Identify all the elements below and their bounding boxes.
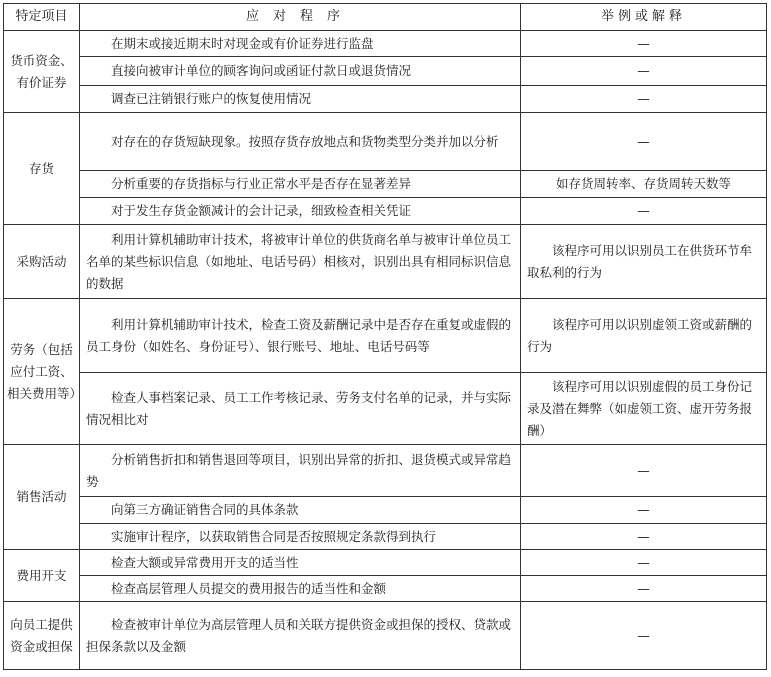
note-cell: — [521, 86, 767, 113]
procedure-cell: 向第三方确证销售合同的具体条款 [80, 497, 521, 524]
table-row [4, 497, 767, 524]
table-row [4, 550, 767, 576]
procedure-cell: 对于发生存货金额减计的会计记录，细致检查相关凭证 [80, 198, 521, 225]
item-cell: 向员工提供资金或担保 [4, 602, 80, 670]
note-cell: — [521, 31, 767, 57]
note-cell: — [521, 550, 767, 576]
table-row [4, 57, 767, 86]
note-cell: — [521, 497, 767, 524]
procedure-cell: 分析重要的存货指标与行业正常水平是否存在显著差异 [80, 171, 521, 198]
table-row [4, 373, 767, 445]
item-cell: 销售活动 [4, 445, 80, 550]
procedure-cell: 调查已注销银行账户的恢复使用情况 [80, 86, 521, 113]
table-row [4, 171, 767, 198]
table-row [4, 31, 767, 57]
procedure-cell: 利用计算机辅助审计技术，检查工资及薪酬记录中是否存在重复或虚假的员工身份（如姓名、身份证号）、银行账号、地址、电话号码等 [80, 299, 521, 373]
table-row [4, 113, 767, 171]
header-procedure: 应对程序 [80, 4, 521, 31]
table-row [4, 524, 767, 550]
item-cell: 货币资金、有价证券 [4, 31, 80, 113]
procedure-cell: 利用计算机辅助审计技术，将被审计单位的供货商名单与被审计单位员工名单的某些标识信息（如地址、电话号码）相核对，识别出具有相同标识信息的数据 [80, 225, 521, 299]
header-item: 特定项目 [4, 4, 80, 31]
table-row [4, 86, 767, 113]
table-row [4, 225, 767, 299]
note-cell: 该程序可用以识别员工在供货环节牟取私利的行为 [521, 225, 767, 299]
note-cell: 该程序可用以识别虚领工资或薪酬的行为 [521, 299, 767, 373]
procedure-cell: 检查高层管理人员提交的费用报告的适当性和金额 [80, 576, 521, 602]
note-cell: 如存货周转率、存货周转天数等 [521, 171, 767, 198]
item-cell: 存货 [4, 113, 80, 225]
note-cell: — [521, 113, 767, 171]
note-cell: 该程序可用以识别虚假的员工身份记录及潜在舞弊（如虚领工资、虚开劳务报酬） [521, 373, 767, 445]
note-cell: — [521, 576, 767, 602]
item-cell: 费用开支 [4, 550, 80, 602]
table-row [4, 445, 767, 497]
table-row [4, 198, 767, 225]
procedure-cell: 检查人事档案记录、员工工作考核记录、劳务支付名单的记录，并与实际情况相比对 [80, 373, 521, 445]
table-wrapper [3, 3, 767, 670]
procedure-cell: 在期末或接近期末时对现金或有价证券进行监盘 [80, 31, 521, 57]
note-cell: — [521, 57, 767, 86]
header-row [4, 4, 767, 31]
table-row [4, 602, 767, 670]
table-row [4, 299, 767, 373]
procedure-cell: 分析销售折扣和销售退回等项目，识别出异常的折扣、退货模式或异常趋势 [80, 445, 521, 497]
procedure-cell: 实施审计程序，以获取销售合同是否按照规定条款得到执行 [80, 524, 521, 550]
header-note: 举例或解释 [521, 4, 767, 31]
procedure-cell: 检查大额或异常费用开支的适当性 [80, 550, 521, 576]
note-cell: — [521, 524, 767, 550]
item-cell: 劳务（包括应付工资、相关费用等） [4, 299, 80, 445]
procedure-cell: 对存在的存货短缺现象。按照存货存放地点和货物类型分类并加以分析 [80, 113, 521, 171]
procedure-cell: 检查被审计单位为高层管理人员和关联方提供资金或担保的授权、贷款或担保条款以及金额 [80, 602, 521, 670]
procedure-cell: 直接向被审计单位的顾客询问或函证付款日或退货情况 [80, 57, 521, 86]
note-cell: — [521, 198, 767, 225]
fraud-response-table [3, 3, 767, 670]
note-cell: — [521, 602, 767, 670]
note-cell: — [521, 445, 767, 497]
item-cell: 采购活动 [4, 225, 80, 299]
table-row [4, 576, 767, 602]
